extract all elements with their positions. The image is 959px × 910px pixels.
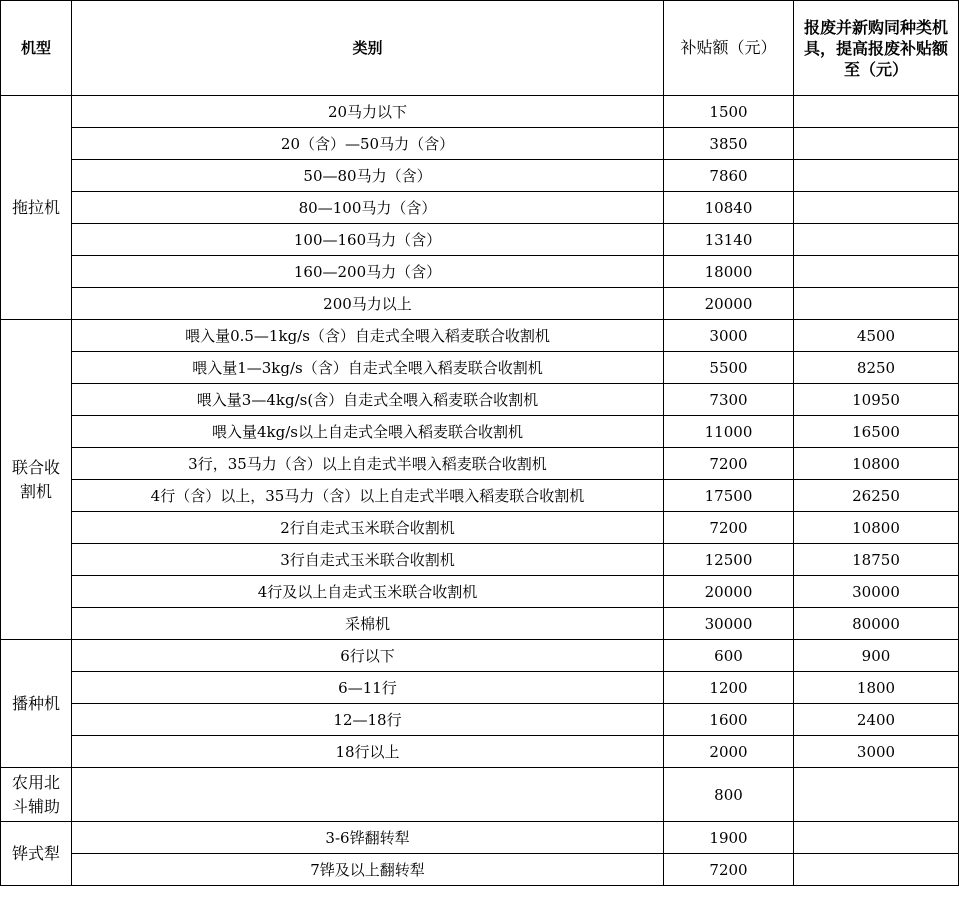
category-cell: 6行以下 [72, 640, 664, 672]
table-row [1, 416, 959, 448]
scrap-subsidy-cell: 1800 [794, 672, 959, 704]
table-row [1, 736, 959, 768]
header-category: 类别 [72, 1, 664, 96]
subsidy-cell: 800 [664, 768, 794, 822]
subsidy-cell: 1200 [664, 672, 794, 704]
table-row [1, 256, 959, 288]
scrap-subsidy-cell [794, 256, 959, 288]
category-cell: 6—11行 [72, 672, 664, 704]
category-cell: 喂入量4kg/s以上自走式全喂入稻麦联合收割机 [72, 416, 664, 448]
subsidy-cell: 12500 [664, 544, 794, 576]
category-cell: 20马力以下 [72, 96, 664, 128]
subsidy-cell: 7200 [664, 448, 794, 480]
machine-type-label: 农用北斗辅助 [11, 772, 60, 816]
machine-type-label: 拖拉机 [11, 197, 60, 217]
category-cell: 200马力以上 [72, 288, 664, 320]
category-cell: 采棉机 [72, 608, 664, 640]
category-cell: 喂入量3—4kg/s(含）自走式全喂入稻麦联合收割机 [72, 384, 664, 416]
table-row [1, 448, 959, 480]
category-cell: 4行（含）以上，35马力（含）以上自走式半喂入稻麦联合收割机 [72, 480, 664, 512]
category-cell: 3行自走式玉米联合收割机 [72, 544, 664, 576]
scrap-subsidy-cell [794, 224, 959, 256]
scrap-subsidy-cell [794, 192, 959, 224]
scrap-subsidy-cell: 30000 [794, 576, 959, 608]
header-scrap-subsidy [794, 1, 959, 96]
category-cell: 7铧及以上翻转犁 [72, 854, 664, 886]
subsidy-cell: 7860 [664, 160, 794, 192]
header-subsidy: 补贴额（元） [664, 1, 794, 96]
subsidy-cell: 2000 [664, 736, 794, 768]
scrap-subsidy-cell [794, 822, 959, 854]
table-row [1, 192, 959, 224]
table-row [1, 96, 959, 128]
subsidy-cell: 17500 [664, 480, 794, 512]
scrap-subsidy-cell [794, 288, 959, 320]
scrap-subsidy-cell: 18750 [794, 544, 959, 576]
category-cell: 喂入量1—3kg/s（含）自走式全喂入稻麦联合收割机 [72, 352, 664, 384]
table-row [1, 544, 959, 576]
machine-type-cell [1, 320, 72, 640]
header-type: 机型 [1, 1, 72, 96]
table-row [1, 352, 959, 384]
table-row [1, 512, 959, 544]
table-row [1, 224, 959, 256]
table-row [1, 128, 959, 160]
scrap-subsidy-cell: 3000 [794, 736, 959, 768]
category-cell: 4行及以上自走式玉米联合收割机 [72, 576, 664, 608]
table-row [1, 384, 959, 416]
category-cell: 12—18行 [72, 704, 664, 736]
subsidy-cell: 1600 [664, 704, 794, 736]
category-cell: 3行，35马力（含）以上自走式半喂入稻麦联合收割机 [72, 448, 664, 480]
table-row [1, 160, 959, 192]
scrap-subsidy-cell: 4500 [794, 320, 959, 352]
table-row [1, 320, 959, 352]
table-row [1, 704, 959, 736]
category-cell: 3-6铧翻转犁 [72, 822, 664, 854]
subsidy-cell: 10840 [664, 192, 794, 224]
subsidy-cell: 1900 [664, 822, 794, 854]
table-row [1, 640, 959, 672]
table-row [1, 608, 959, 640]
table-row [1, 480, 959, 512]
subsidy-cell: 3850 [664, 128, 794, 160]
table-row [1, 576, 959, 608]
category-cell: 2行自走式玉米联合收割机 [72, 512, 664, 544]
category-cell: 喂入量0.5—1kg/s（含）自走式全喂入稻麦联合收割机 [72, 320, 664, 352]
category-cell: 20（含）—50马力（含） [72, 128, 664, 160]
scrap-subsidy-cell [794, 854, 959, 886]
scrap-subsidy-cell [794, 160, 959, 192]
scrap-subsidy-cell: 16500 [794, 416, 959, 448]
scrap-subsidy-cell [794, 128, 959, 160]
header-scrap-subsidy-text: 报废并新购同种类机具，提高报废补贴额至（元） [803, 17, 948, 79]
table-row [1, 768, 959, 822]
subsidy-cell: 7200 [664, 512, 794, 544]
scrap-subsidy-cell: 10800 [794, 448, 959, 480]
subsidy-cell: 5500 [664, 352, 794, 384]
subsidy-cell: 3000 [664, 320, 794, 352]
machine-type-cell [1, 640, 72, 768]
category-cell: 160—200马力（含） [72, 256, 664, 288]
category-cell: 18行以上 [72, 736, 664, 768]
machine-type-label: 铧式犁 [11, 843, 60, 863]
subsidy-cell: 20000 [664, 288, 794, 320]
category-cell: 50—80马力（含） [72, 160, 664, 192]
machine-type-cell [1, 768, 72, 822]
machine-type-cell [1, 96, 72, 320]
category-cell: 80—100马力（含） [72, 192, 664, 224]
subsidy-cell: 18000 [664, 256, 794, 288]
table-row [1, 288, 959, 320]
subsidy-cell: 11000 [664, 416, 794, 448]
scrap-subsidy-cell: 26250 [794, 480, 959, 512]
machine-type-label: 联合收割机 [11, 457, 60, 501]
table-row [1, 822, 959, 854]
subsidy-cell: 30000 [664, 608, 794, 640]
subsidy-cell: 13140 [664, 224, 794, 256]
scrap-subsidy-cell: 900 [794, 640, 959, 672]
scrap-subsidy-cell: 10800 [794, 512, 959, 544]
header-row [1, 1, 959, 96]
scrap-subsidy-cell: 80000 [794, 608, 959, 640]
subsidy-cell: 600 [664, 640, 794, 672]
table-body [1, 96, 959, 886]
machine-type-cell [1, 822, 72, 886]
table-row [1, 672, 959, 704]
scrap-subsidy-cell [794, 768, 959, 822]
subsidy-cell: 7200 [664, 854, 794, 886]
scrap-subsidy-cell: 10950 [794, 384, 959, 416]
subsidy-cell: 20000 [664, 576, 794, 608]
scrap-subsidy-cell: 2400 [794, 704, 959, 736]
table-row [1, 854, 959, 886]
subsidy-cell: 1500 [664, 96, 794, 128]
category-cell: 100—160马力（含） [72, 224, 664, 256]
machine-type-label: 播种机 [11, 693, 60, 713]
scrap-subsidy-cell [794, 96, 959, 128]
subsidy-cell: 7300 [664, 384, 794, 416]
category-cell [72, 768, 664, 822]
scrap-subsidy-cell: 8250 [794, 352, 959, 384]
